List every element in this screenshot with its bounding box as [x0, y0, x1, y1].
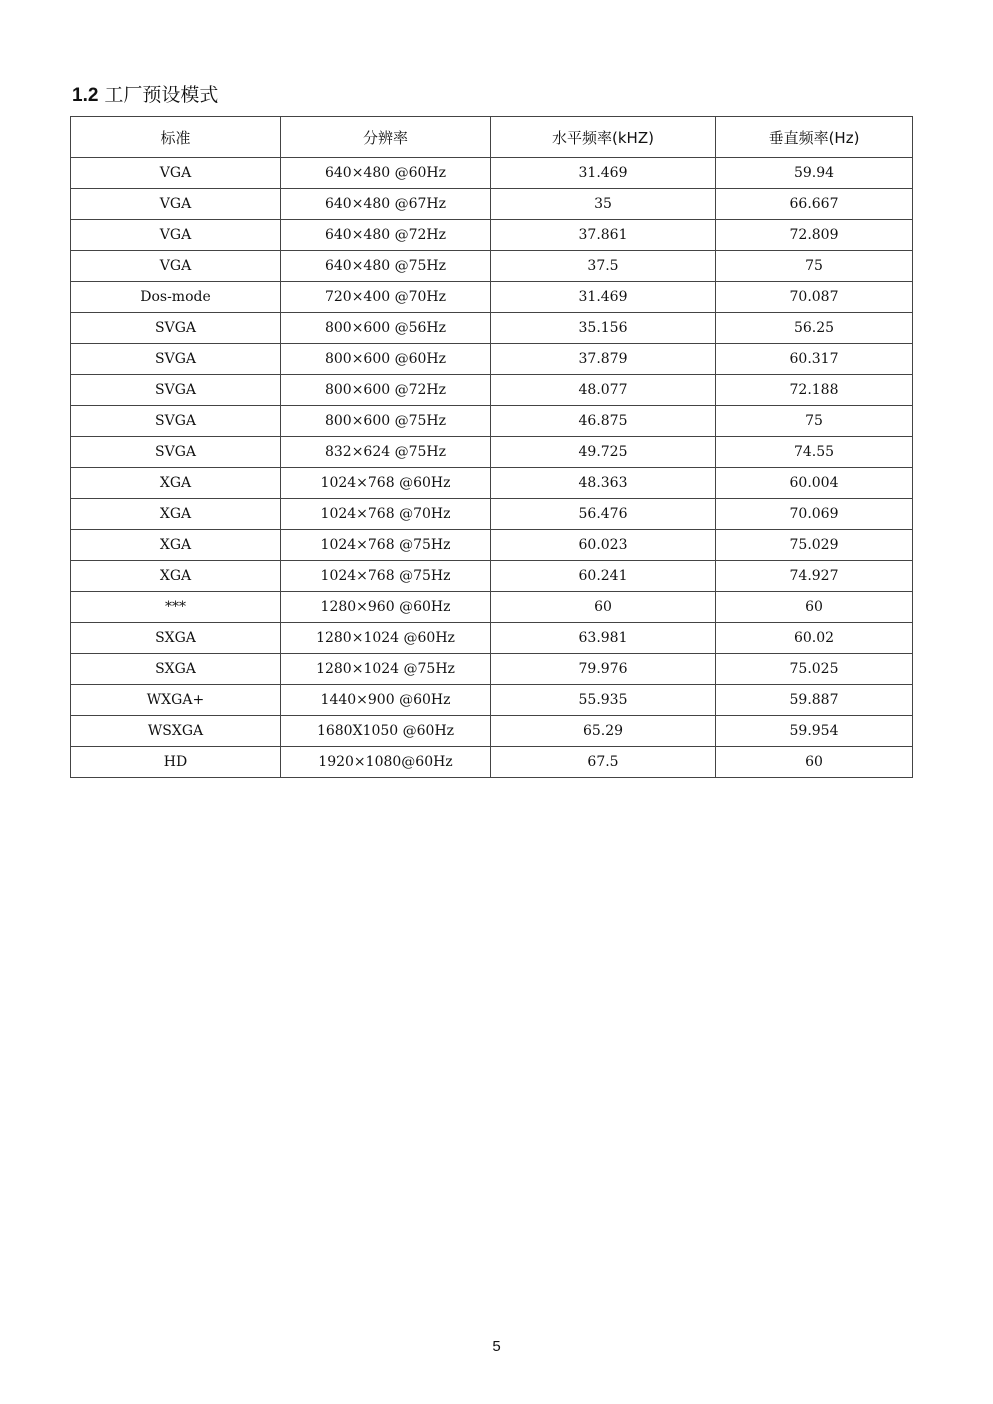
cell-standard: VGA [71, 251, 281, 282]
cell-standard: XGA [71, 499, 281, 530]
cell-horizontal-frequency: 48.077 [491, 375, 716, 406]
table-body [71, 158, 913, 778]
cell-horizontal-frequency: 48.363 [491, 468, 716, 499]
table-row [71, 592, 913, 623]
table-row [71, 313, 913, 344]
table-row [71, 468, 913, 499]
preset-modes-table [70, 116, 913, 778]
table-row [71, 623, 913, 654]
cell-vertical-frequency: 72.809 [716, 220, 913, 251]
cell-vertical-frequency: 60.004 [716, 468, 913, 499]
header-resolution: 分辨率 [281, 117, 491, 158]
cell-resolution: 800×600 @60Hz [281, 344, 491, 375]
section-heading [72, 82, 218, 108]
cell-standard: *** [71, 592, 281, 623]
cell-resolution: 1024×768 @75Hz [281, 561, 491, 592]
cell-standard: VGA [71, 220, 281, 251]
cell-vertical-frequency: 59.954 [716, 716, 913, 747]
cell-horizontal-frequency: 31.469 [491, 158, 716, 189]
table-row [71, 375, 913, 406]
cell-standard: SXGA [71, 654, 281, 685]
cell-resolution: 1280×1024 @75Hz [281, 654, 491, 685]
cell-standard: XGA [71, 561, 281, 592]
cell-horizontal-frequency: 63.981 [491, 623, 716, 654]
cell-standard: Dos-mode [71, 282, 281, 313]
cell-resolution: 640×480 @60Hz [281, 158, 491, 189]
cell-horizontal-frequency: 35 [491, 189, 716, 220]
header-horizontal-frequency: 水平频率(kHZ) [491, 117, 716, 158]
cell-standard: SVGA [71, 313, 281, 344]
cell-horizontal-frequency: 46.875 [491, 406, 716, 437]
page-number: 5 [492, 1338, 501, 1355]
table-row [71, 716, 913, 747]
cell-standard: WSXGA [71, 716, 281, 747]
table-row [71, 220, 913, 251]
table-row [71, 499, 913, 530]
cell-vertical-frequency: 59.94 [716, 158, 913, 189]
cell-horizontal-frequency: 55.935 [491, 685, 716, 716]
cell-resolution: 720×400 @70Hz [281, 282, 491, 313]
cell-resolution: 1280×960 @60Hz [281, 592, 491, 623]
cell-horizontal-frequency: 35.156 [491, 313, 716, 344]
cell-standard: VGA [71, 158, 281, 189]
cell-vertical-frequency: 75.029 [716, 530, 913, 561]
table-row [71, 406, 913, 437]
table-row [71, 561, 913, 592]
cell-horizontal-frequency: 49.725 [491, 437, 716, 468]
cell-vertical-frequency: 74.55 [716, 437, 913, 468]
cell-resolution: 640×480 @75Hz [281, 251, 491, 282]
cell-resolution: 1024×768 @60Hz [281, 468, 491, 499]
cell-horizontal-frequency: 56.476 [491, 499, 716, 530]
cell-resolution: 640×480 @72Hz [281, 220, 491, 251]
table-row [71, 251, 913, 282]
cell-resolution: 1280×1024 @60Hz [281, 623, 491, 654]
cell-horizontal-frequency: 37.5 [491, 251, 716, 282]
table-row [71, 685, 913, 716]
cell-horizontal-frequency: 67.5 [491, 747, 716, 778]
cell-vertical-frequency: 70.087 [716, 282, 913, 313]
cell-standard: SXGA [71, 623, 281, 654]
cell-resolution: 800×600 @75Hz [281, 406, 491, 437]
cell-horizontal-frequency: 60.241 [491, 561, 716, 592]
cell-resolution: 1440×900 @60Hz [281, 685, 491, 716]
cell-standard: VGA [71, 189, 281, 220]
cell-horizontal-frequency: 31.469 [491, 282, 716, 313]
section-number: 1.2 [72, 85, 99, 106]
cell-vertical-frequency: 66.667 [716, 189, 913, 220]
cell-vertical-frequency: 59.887 [716, 685, 913, 716]
cell-resolution: 640×480 @67Hz [281, 189, 491, 220]
cell-resolution: 1920×1080@60Hz [281, 747, 491, 778]
cell-horizontal-frequency: 79.976 [491, 654, 716, 685]
cell-resolution: 1680X1050 @60Hz [281, 716, 491, 747]
cell-horizontal-frequency: 60 [491, 592, 716, 623]
table-row [71, 654, 913, 685]
cell-resolution: 1024×768 @75Hz [281, 530, 491, 561]
header-standard: 标准 [71, 117, 281, 158]
cell-horizontal-frequency: 65.29 [491, 716, 716, 747]
table-row [71, 747, 913, 778]
table-row [71, 530, 913, 561]
table-row [71, 189, 913, 220]
cell-vertical-frequency: 74.927 [716, 561, 913, 592]
table-row [71, 344, 913, 375]
section-title: 工厂预设模式 [104, 84, 219, 106]
cell-standard: SVGA [71, 437, 281, 468]
cell-resolution: 1024×768 @70Hz [281, 499, 491, 530]
cell-resolution: 800×600 @56Hz [281, 313, 491, 344]
table-row [71, 158, 913, 189]
cell-vertical-frequency: 60.317 [716, 344, 913, 375]
cell-horizontal-frequency: 37.861 [491, 220, 716, 251]
cell-standard: SVGA [71, 406, 281, 437]
cell-resolution: 832×624 @75Hz [281, 437, 491, 468]
table-row [71, 437, 913, 468]
cell-vertical-frequency: 75 [716, 251, 913, 282]
cell-vertical-frequency: 75 [716, 406, 913, 437]
cell-standard: XGA [71, 468, 281, 499]
cell-vertical-frequency: 60 [716, 592, 913, 623]
cell-standard: HD [71, 747, 281, 778]
cell-vertical-frequency: 72.188 [716, 375, 913, 406]
cell-standard: SVGA [71, 344, 281, 375]
cell-horizontal-frequency: 60.023 [491, 530, 716, 561]
cell-standard: XGA [71, 530, 281, 561]
cell-standard: SVGA [71, 375, 281, 406]
cell-vertical-frequency: 75.025 [716, 654, 913, 685]
cell-standard: WXGA+ [71, 685, 281, 716]
cell-resolution: 800×600 @72Hz [281, 375, 491, 406]
cell-vertical-frequency: 60.02 [716, 623, 913, 654]
cell-vertical-frequency: 60 [716, 747, 913, 778]
header-vertical-frequency: 垂直频率(Hz) [716, 117, 913, 158]
cell-vertical-frequency: 56.25 [716, 313, 913, 344]
cell-horizontal-frequency: 37.879 [491, 344, 716, 375]
table-header-row [71, 117, 913, 158]
cell-vertical-frequency: 70.069 [716, 499, 913, 530]
table-row [71, 282, 913, 313]
